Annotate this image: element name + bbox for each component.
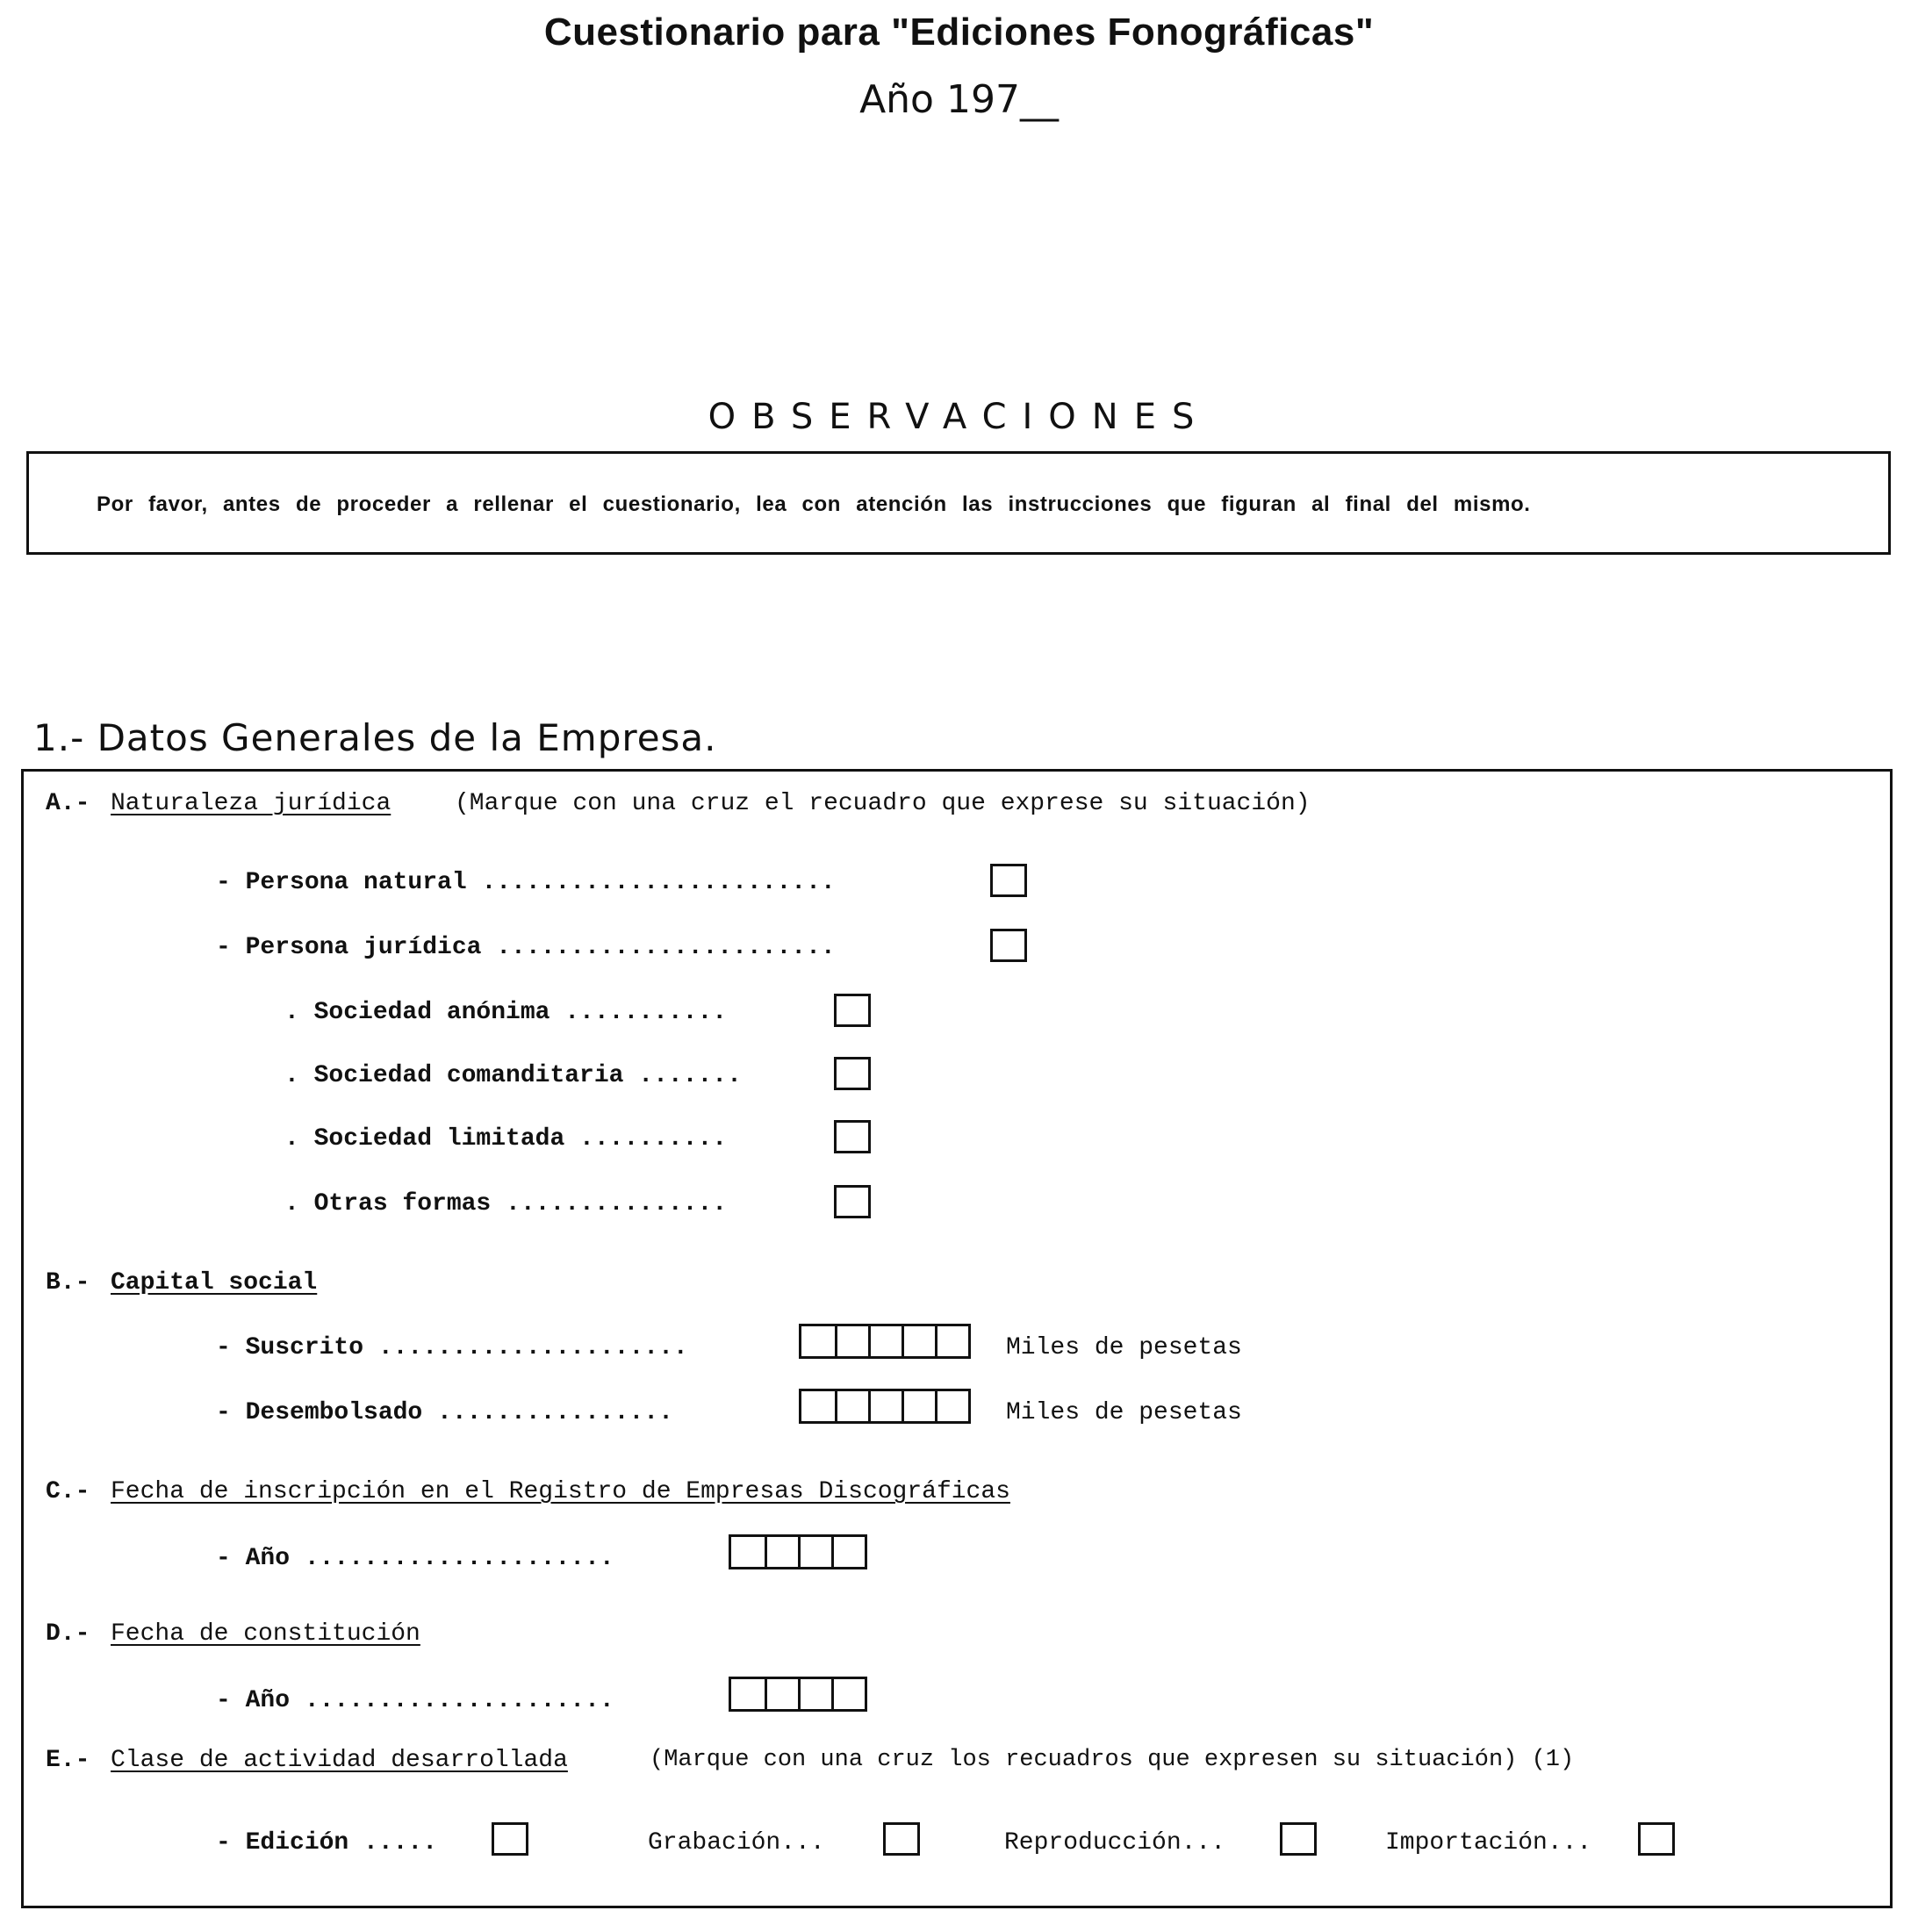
checkbox-grabacion[interactable]: [883, 1822, 920, 1856]
option-persona-juridica: - Persona jurídica .......................: [216, 934, 836, 961]
option-sociedad-anonima: . Sociedad anónima ...........: [284, 999, 728, 1026]
checkbox-persona-natural[interactable]: [990, 864, 1027, 897]
section-d-title: Fecha de constitución: [111, 1620, 420, 1648]
section-d-prefix: D.-: [46, 1620, 90, 1648]
inscripcion-year-label: - Año .....................: [216, 1545, 614, 1572]
section-a-title: Naturaleza jurídica: [111, 790, 392, 817]
section-heading: 1.- Datos Generales de la Empresa.: [33, 716, 717, 759]
capital-suscrito-digits[interactable]: [799, 1324, 971, 1359]
checkbox-sociedad-comanditaria[interactable]: [834, 1057, 871, 1090]
capital-suscrito-label: - Suscrito .....................: [216, 1334, 688, 1361]
section-a-note: (Marque con una cruz el recuadro que exprese su situación): [455, 790, 1311, 817]
checkbox-importacion[interactable]: [1638, 1822, 1675, 1856]
observaciones-heading: OBSERVACIONES: [708, 397, 1210, 437]
option-persona-natural: - Persona natural ........................: [216, 869, 836, 896]
section-e-prefix: E.-: [46, 1747, 90, 1774]
year-label: Año 197__: [859, 77, 1059, 122]
checkbox-reproduccion[interactable]: [1280, 1822, 1317, 1856]
section-b-title: Capital social: [111, 1269, 318, 1296]
section-c-prefix: C.-: [46, 1478, 90, 1505]
form-title: Cuestionario para "Ediciones Fonográficas": [543, 11, 1375, 54]
checkbox-persona-juridica[interactable]: [990, 929, 1027, 962]
section-e-note: (Marque con una cruz los recuadros que expresen su situación) (1): [650, 1747, 1575, 1773]
observaciones-text: Por favor, antes de proceder a rellenar el cuestionario, lea con atención las instrucciones que figuran al final del mismo.: [97, 492, 1531, 516]
section-b-prefix: B.-: [46, 1269, 90, 1296]
capital-desembolsado-unit: Miles de pesetas: [1006, 1399, 1242, 1426]
activity-importacion-label: Importación...: [1385, 1829, 1592, 1857]
activity-grabacion-label: Grabación...: [648, 1829, 825, 1857]
inscripcion-year-digits[interactable]: [729, 1534, 867, 1569]
section-e-title: Clase de actividad desarrollada: [111, 1747, 568, 1774]
activity-edicion-label: - Edición .....: [216, 1829, 438, 1857]
option-sociedad-comanditaria: . Sociedad comanditaria .......: [284, 1062, 742, 1089]
section-a-prefix: A.-: [46, 790, 90, 817]
activity-reproduccion-label: Reproducción...: [1004, 1829, 1226, 1857]
checkbox-sociedad-anonima[interactable]: [834, 994, 871, 1027]
checkbox-otras-formas[interactable]: [834, 1185, 871, 1218]
checkbox-sociedad-limitada[interactable]: [834, 1120, 871, 1153]
constitucion-year-label: - Año .....................: [216, 1687, 614, 1714]
option-sociedad-limitada: . Sociedad limitada ..........: [284, 1125, 728, 1153]
capital-suscrito-unit: Miles de pesetas: [1006, 1334, 1242, 1361]
section-c-title: Fecha de inscripción en el Registro de Empresas Discográficas: [111, 1478, 1010, 1505]
checkbox-edicion[interactable]: [492, 1822, 528, 1856]
constitucion-year-digits[interactable]: [729, 1677, 867, 1712]
capital-desembolsado-label: - Desembolsado ................: [216, 1399, 673, 1426]
capital-desembolsado-digits[interactable]: [799, 1389, 971, 1424]
option-otras-formas: . Otras formas ...............: [284, 1190, 728, 1217]
